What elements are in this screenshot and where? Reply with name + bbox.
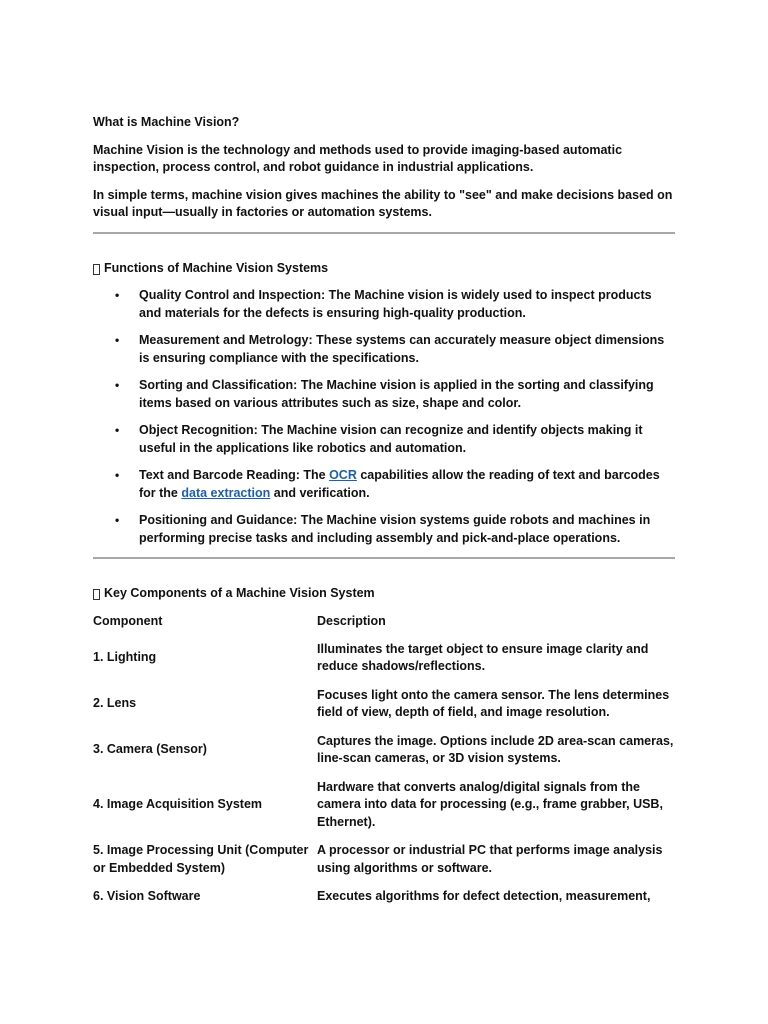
table-row bbox=[93, 733, 675, 779]
list-item-text: Positioning and Guidance: The Machine vision systems guide robots and machines in performing precise tasks and including assembly and pick-and-place operations. bbox=[139, 513, 651, 545]
table-row bbox=[93, 641, 675, 687]
description-cell: Illuminates the target object to ensure image clarity and reduce shadows/reflections. bbox=[317, 641, 649, 673]
functions-title-text: Functions of Machine Vision Systems bbox=[104, 260, 329, 275]
bullet-icon: • bbox=[115, 288, 120, 302]
document-page bbox=[93, 114, 675, 917]
list-item-text: Quality Control and Inspection: The Machine vision is widely used to inspect products and materials for the defects is ensuring high-quality production. bbox=[139, 288, 652, 320]
table-row bbox=[93, 842, 675, 888]
description-cell: Executes algorithms for defect detection, measurement, bbox=[317, 889, 651, 903]
bullet-icon: • bbox=[115, 378, 120, 392]
intro-paragraph-1: Machine Vision is the technology and methods used to provide imaging-based automatic inspection, process control, and robot guidance in industrial applications. bbox=[93, 142, 623, 174]
list-item bbox=[93, 422, 675, 457]
table-row bbox=[93, 779, 675, 843]
intro-title: What is Machine Vision? bbox=[93, 115, 240, 129]
bullet-icon: • bbox=[115, 468, 120, 482]
component-cell: 5. Image Processing Unit (Computer or Embedded System) bbox=[93, 843, 309, 875]
bullet-icon: • bbox=[115, 513, 120, 527]
component-cell: 1. Lighting bbox=[93, 650, 157, 665]
list-item bbox=[93, 287, 675, 322]
components-title-text: Key Components of a Machine Vision System bbox=[104, 586, 375, 600]
table-row bbox=[93, 888, 675, 917]
list-item-text-post: and verification. bbox=[270, 485, 370, 500]
bullet-icon: • bbox=[115, 423, 120, 437]
table-row bbox=[93, 687, 675, 733]
list-item bbox=[93, 467, 675, 502]
component-cell: 6. Vision Software bbox=[93, 889, 201, 903]
list-item-text: Sorting and Classification: The Machine vision is applied in the sorting and classifying items based on various attributes such as size, shape and color. bbox=[139, 378, 654, 410]
list-item-text: Object Recognition: The Machine vision can recognize and identify objects making it useful in the applications like robotics and automation. bbox=[139, 423, 643, 455]
components-section-title bbox=[93, 585, 675, 603]
bullet-icon: • bbox=[115, 333, 120, 347]
description-cell: A processor or industrial PC that performs image analysis using algorithms or software. bbox=[317, 843, 663, 875]
components-table bbox=[93, 613, 675, 917]
functions-section-title bbox=[93, 260, 675, 278]
section-divider bbox=[93, 232, 675, 234]
component-cell: 4. Image Acquisition System bbox=[93, 797, 263, 811]
table-header-row bbox=[93, 613, 675, 641]
description-cell: Captures the image. Options include 2D area-scan cameras, line-scan cameras, or 3D vision systems. bbox=[317, 733, 674, 765]
column-header-description: Description bbox=[317, 613, 386, 628]
list-item bbox=[93, 377, 675, 412]
data-extraction-link[interactable]: data extraction bbox=[181, 485, 271, 500]
description-cell: Focuses light onto the camera sensor. The lens determines field of view, depth of field, and image resolution. bbox=[317, 687, 670, 719]
intro-paragraph-2: In simple terms, machine vision gives machines the ability to "see" and make decisions based on visual input—usually in factories or automation systems. bbox=[93, 187, 673, 219]
list-item-text-pre: Text and Barcode Reading: The bbox=[139, 468, 330, 482]
box-glyph-icon bbox=[93, 264, 100, 275]
box-glyph-icon bbox=[93, 589, 100, 600]
description-cell: Hardware that converts analog/digital signals from the camera into data for processing (e.g., frame grabber, USB, Ethernet). bbox=[317, 779, 663, 829]
section-divider bbox=[93, 557, 675, 559]
list-item bbox=[93, 512, 675, 547]
ocr-link[interactable]: OCR bbox=[329, 468, 357, 482]
component-cell: 3. Camera (Sensor) bbox=[93, 742, 207, 757]
list-item-text-mid: capabilities allow the reading of text and barcodes for the bbox=[139, 468, 660, 500]
functions-list bbox=[93, 287, 675, 547]
component-cell: 2. Lens bbox=[93, 696, 137, 711]
list-item-text: Measurement and Metrology: These systems can accurately measure object dimensions is ensuring compliance with the specifications. bbox=[139, 333, 665, 365]
list-item bbox=[93, 332, 675, 367]
column-header-component: Component bbox=[93, 613, 163, 628]
